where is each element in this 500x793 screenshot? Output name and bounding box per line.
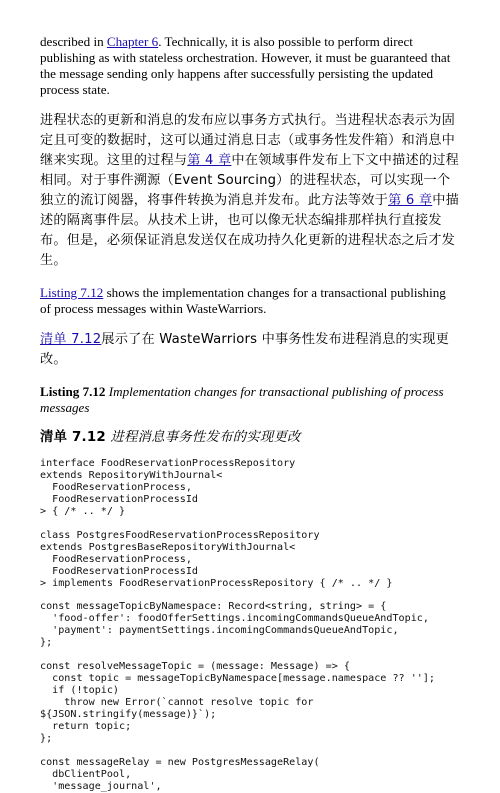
document-page xyxy=(40,34,460,793)
text: 中在领域事件发布上下文中描述的过程相同。对于事件溯源（Event Sourcing）的进程状态，可以实现一个独立的流订阅器，将事件转换为消息并发布。此方法等效于 xyxy=(40,153,460,208)
caption-title-zh: 进程消息事务性发布的实现更改 xyxy=(110,430,301,445)
paragraph-en-listing-ref xyxy=(40,285,460,317)
paragraph-zh-listing-ref xyxy=(40,330,460,370)
text: 进程状态的更新和消息的发布应以事务方式执行。当进程状态表示为固定且可变的数据时，这可以通过消息日志（或事务性发件箱）和消息中继来实现。这里的过程与 xyxy=(40,113,456,168)
chapter-4-link-zh[interactable]: 第 4 章 xyxy=(187,153,232,168)
chapter-6-link-zh[interactable]: 第 6 章 xyxy=(388,193,433,208)
text: 展示了在 WasteWarriors 中事务性发布进程消息的实现更改。 xyxy=(40,332,450,367)
caption-title: Implementation changes for transactional publishing of process messages xyxy=(40,384,444,415)
text: described in xyxy=(40,34,107,49)
caption-label: Listing 7.12 xyxy=(40,384,106,399)
paragraph-en-intro xyxy=(40,34,460,98)
listing-caption-zh xyxy=(40,428,460,448)
code-listing: interface FoodReservationProcessRepository extends RepositoryWithJournal< FoodReservationProcess, FoodReservationProcessId > { /* .. */ } class PostgresFoodReservationProcessRepository extends PostgresBaseRepositoryWithJournal< FoodReservationProcess, FoodReservationProcessId > implements FoodReservationProcessRepository { /* .. */ } const messageTopicByNamespace: Record<string, string> = { 'food-offer': foodOfferSettings.incomingCommandsQueueAndTopic, 'payment': paymentSettings.incomingCommandsQueueAndTopic, }; const resolveMessageTopic = (message: Message) => { const topic = messageTopicByNamespace[message.namespace ?? '']; if (!topic) throw new Error(`cannot resolve topic for ${JSON.stringify(message)}`); return topic; }; const messageRelay = new PostgresMessageRelay( dbClientPool, 'message_journal', xyxy=(40,458,436,792)
text: . Technically, it is also possible to perform direct publishing as with stateless orchestration. However, it must be guaranteed that the message sending only happens after successfully persisting the updated process state. xyxy=(40,34,451,97)
caption-label-zh: 清单 7.12 xyxy=(40,430,106,445)
text: 中描述的隔离事件层。从技术上讲，也可以像无状态编排那样执行直接发布。但是，必须保证消息发送仅在成功持久化更新的进程状态之后才发生。 xyxy=(40,193,460,268)
listing-7-12-link-zh[interactable]: 清单 7.12 xyxy=(40,332,102,347)
paragraph-zh-intro xyxy=(40,111,460,271)
text: shows the implementation changes for a transactional publishing of process messages within WasteWarriors. xyxy=(40,285,446,316)
chapter-6-link[interactable]: Chapter 6 xyxy=(106,34,159,49)
listing-caption-en xyxy=(40,384,460,416)
listing-7-12-link[interactable]: Listing 7.12 xyxy=(40,285,104,300)
